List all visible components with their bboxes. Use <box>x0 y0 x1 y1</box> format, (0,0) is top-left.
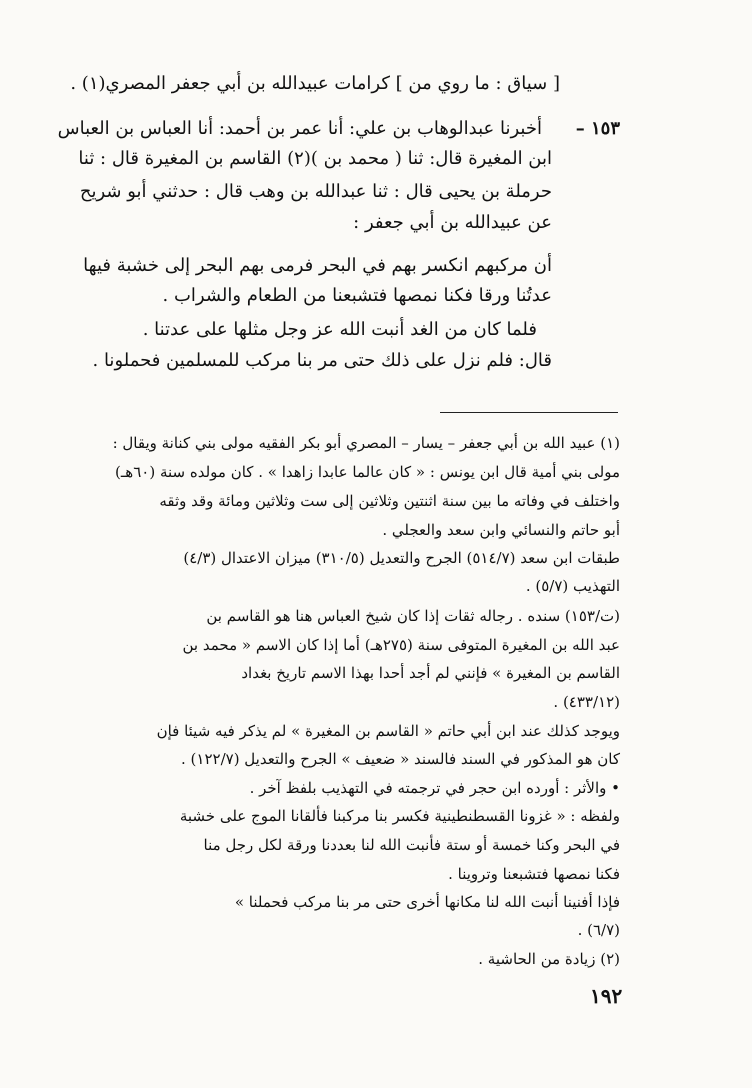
footnote-line: ولفظه : « غزونا القسطنطينية فكسر بنا مركبنا فألقانا الموج على خشبة <box>179 807 620 825</box>
main-text-line: حرملة بن يحيى قال : ثنا عبدالله بن وهب قال : حدثني أبو شريح <box>79 181 552 202</box>
main-text-line: فلما كان من الغد أنبت الله عز وجل مثلها على عدتنا . <box>142 319 537 340</box>
page-number: ١٩٢ <box>590 984 623 1008</box>
footnote-line: فكنا نمصها فتشبعنا وتروينا . <box>448 865 620 883</box>
main-text-line: قال: فلم نزل على ذلك حتى مر بنا مركب للمسلمين فحملونا . <box>92 350 552 371</box>
footnote-separator <box>440 412 618 413</box>
footnote-line: (٢) زيادة من الحاشية . <box>478 950 620 968</box>
footnote-line: (ت/١٥٣) سنده . رجاله ثقات إذا كان شيخ العباس هنا هو القاسم بن <box>206 607 620 625</box>
footnote-line: كان هو المذكور في السند فالسند « ضعيف » الجرح والتعديل (١٢٢/٧) . <box>181 750 620 768</box>
footnote-line: ويوجد كذلك عند ابن أبي حاتم « القاسم بن المغيرة » لم يذكر فيه شيئا فإن <box>156 722 620 740</box>
main-text-line: عدتُنا ورقا فكنا نمصها فتشبعنا من الطعام والشراب . <box>162 285 552 306</box>
footnote-line: طبقات ابن سعد (٥١٤/٧) الجرح والتعديل (٣١٠/٥) ميزان الاعتدال (٤/٣) <box>183 549 620 567</box>
footnote-line: التهذيب (٥/٧) . <box>525 577 620 595</box>
hadith-number: ١٥٣ – <box>575 118 620 139</box>
main-text-line: عن عبيدالله بن أبي جعفر : <box>353 212 552 233</box>
main-text-line: أن مركبهم انكسر بهم في البحر فرمى بهم البحر إلى خشبة فيها <box>83 255 552 276</box>
footnote-line: فإذا أفنينا أنبت الله لنا مكانها أخرى حتى مر بنا مركب فحملنا » <box>234 893 620 911</box>
footnote-line: أبو حاتم والنسائي وابن سعد والعجلي . <box>382 521 620 539</box>
footnote-line: (١) عبيد الله بن أبي جعفر – يسار – المصري أبو بكر الفقيه مولى بني كنانة ويقال : <box>112 434 620 452</box>
section-heading: [ سياق : ما روي من ] كرامات عبيدالله بن أبي جعفر المصري(١) . <box>70 73 560 94</box>
footnote-line: واختلف في وفاته ما بين سنة اثنتين وثلاثين إلى ست وثلاثين ومائة وقد وثقه <box>159 492 620 510</box>
footnote-line: • والأثر : أورده ابن حجر في ترجمته في التهذيب بلفظ آخر . <box>249 779 620 797</box>
footnote-line: عبد الله بن المغيرة المتوفى سنة (٢٧٥هـ) أما إذا كان الاسم « محمد بن <box>182 636 620 654</box>
main-text-line: ابن المغيرة قال: ثنا ( محمد بن )(٢) القاسم بن المغيرة قال : ثنا <box>78 148 552 169</box>
footnote-line: القاسم بن المغيرة » فإنني لم أجد أحدا بهذا الاسم تاريخ بغداد <box>241 664 620 682</box>
main-text-line: أخبرنا عبدالوهاب بن علي: أنا عمر بن أحمد: أنا العباس بن العباس <box>57 118 542 139</box>
footnote-line: في البحر وكنا خمسة أو ستة فأنبت الله لنا بعددنا ورقة لكل رجل منا <box>203 836 620 854</box>
footnote-line: (٦/٧) . <box>577 921 620 939</box>
footnote-line: مولى بني أمية قال ابن يونس : « كان عالما عابدا زاهدا » . كان مولده سنة (٦٠هـ) <box>115 463 620 481</box>
footnote-line: (٤٣٣/١٢) . <box>553 693 620 711</box>
